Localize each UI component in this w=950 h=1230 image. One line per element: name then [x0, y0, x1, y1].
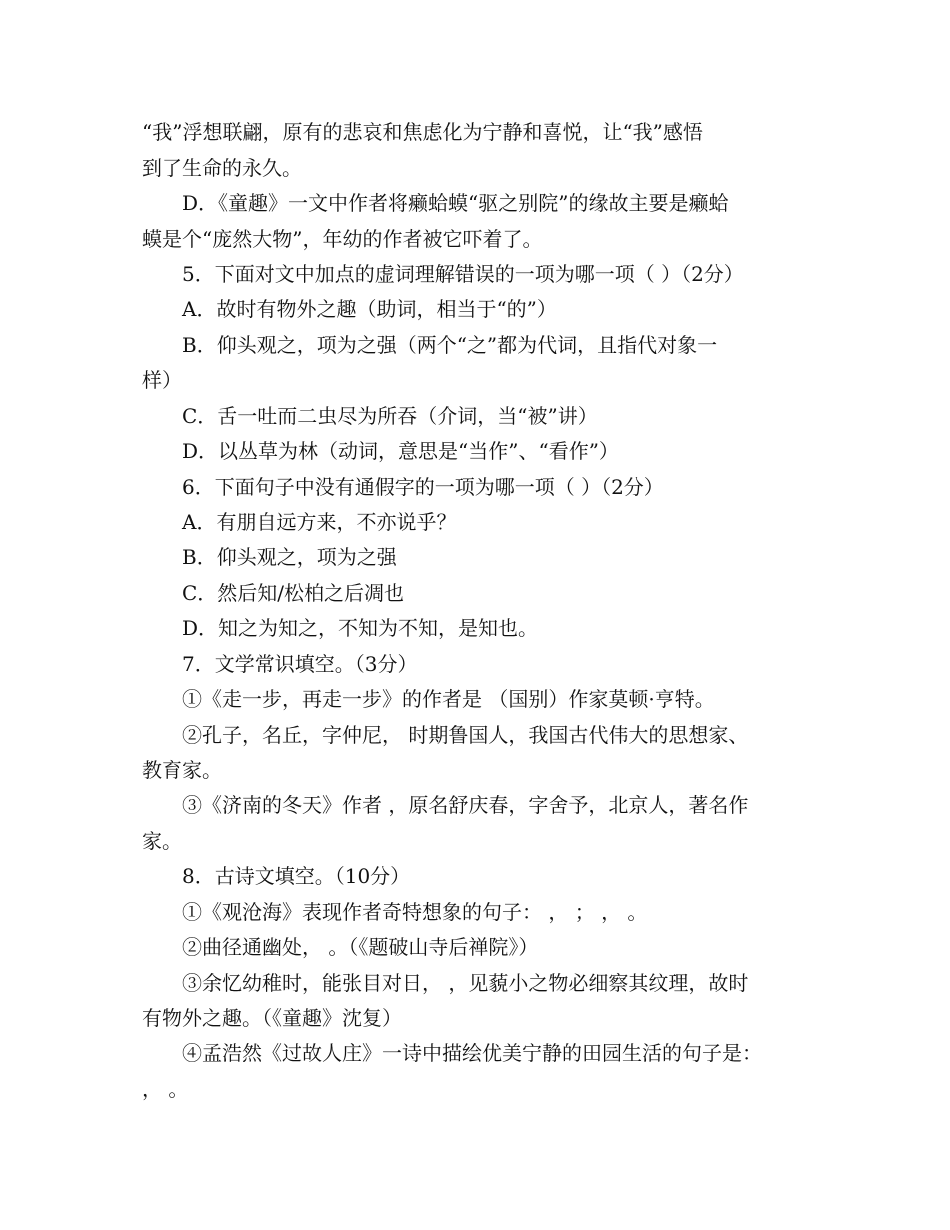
question-8: 8．古诗文填空。（10分）	[182, 864, 411, 888]
question-6: 6．下面句子中没有通假字的一项为哪一项（ ）（2分）	[182, 475, 664, 499]
text-line: D．《童趣》一文中作者将癞蛤蟆“驱之别院”的缘故主要是癞蛤	[182, 191, 729, 215]
question-5: 5．下面对文中加点的虚词理解错误的一项为哪一项（ ）（2分）	[182, 262, 744, 286]
question-7: 7．文学常识填空。（3分）	[182, 652, 418, 676]
poem-item-4: ④孟浩然《过故人庄》一诗中描绘优美宁静的田园生活的句子是：	[182, 1041, 762, 1065]
fill-item-2: ②孔子，名丘，字仲尼， 时期鲁国人，我国古代伟大的思想家、	[182, 723, 749, 747]
option-a: A．有朋自远方来，不亦说乎？	[182, 510, 457, 534]
fill-item-3: ③《济南的冬天》作者 ，原名舒庆春，字舍予，北京人，著名作	[182, 793, 749, 817]
text-line: 有物外之趣。（《童趣》沈复）	[142, 1006, 402, 1030]
option-c: C．舌一吐而二虫尽为所吞（介词，当“被”讲）	[182, 404, 598, 428]
text-line: 家。	[142, 829, 182, 853]
text-line: 蟆是个“庞然大物”，年幼的作者被它吓着了。	[142, 227, 543, 251]
text-line: 到了生命的永久。	[142, 156, 302, 180]
text-line: 教育家。	[142, 758, 222, 782]
option-d: D．以丛草为林（动词，意思是“当作”、“看作”）	[182, 439, 619, 463]
poem-item-1: ①《观沧海》表现作者奇特想象的句子： ， ； ， 。	[182, 900, 648, 924]
text-line: ， 。	[142, 1077, 189, 1101]
text-line: 样）	[142, 368, 182, 392]
poem-item-3: ③余忆幼稚时，能张目对日， ，见藐小之物必细察其纹理，故时	[182, 971, 749, 995]
text-line: “我”浮想联翩，原有的悲哀和焦虑化为宁静和喜悦，让“我”感悟	[142, 120, 703, 144]
option-a: A．故时有物外之趣（助词，相当于“的”）	[182, 297, 557, 321]
poem-item-2: ②曲径通幽处， 。（《题破山寺后禅院》）	[182, 935, 539, 959]
option-b: B．仰头观之，项为之强	[182, 545, 397, 569]
option-d: D．知之为知之，不知为不知，是知也。	[182, 616, 539, 640]
option-c: C．然后知/松柏之后凋也	[182, 581, 405, 605]
option-b: B．仰头观之，项为之强（两个“之”都为代词，且指代对象一	[182, 333, 718, 357]
fill-item-1: ①《走一步，再走一步》的作者是 （国别）作家莫顿·亨特。	[182, 687, 715, 711]
